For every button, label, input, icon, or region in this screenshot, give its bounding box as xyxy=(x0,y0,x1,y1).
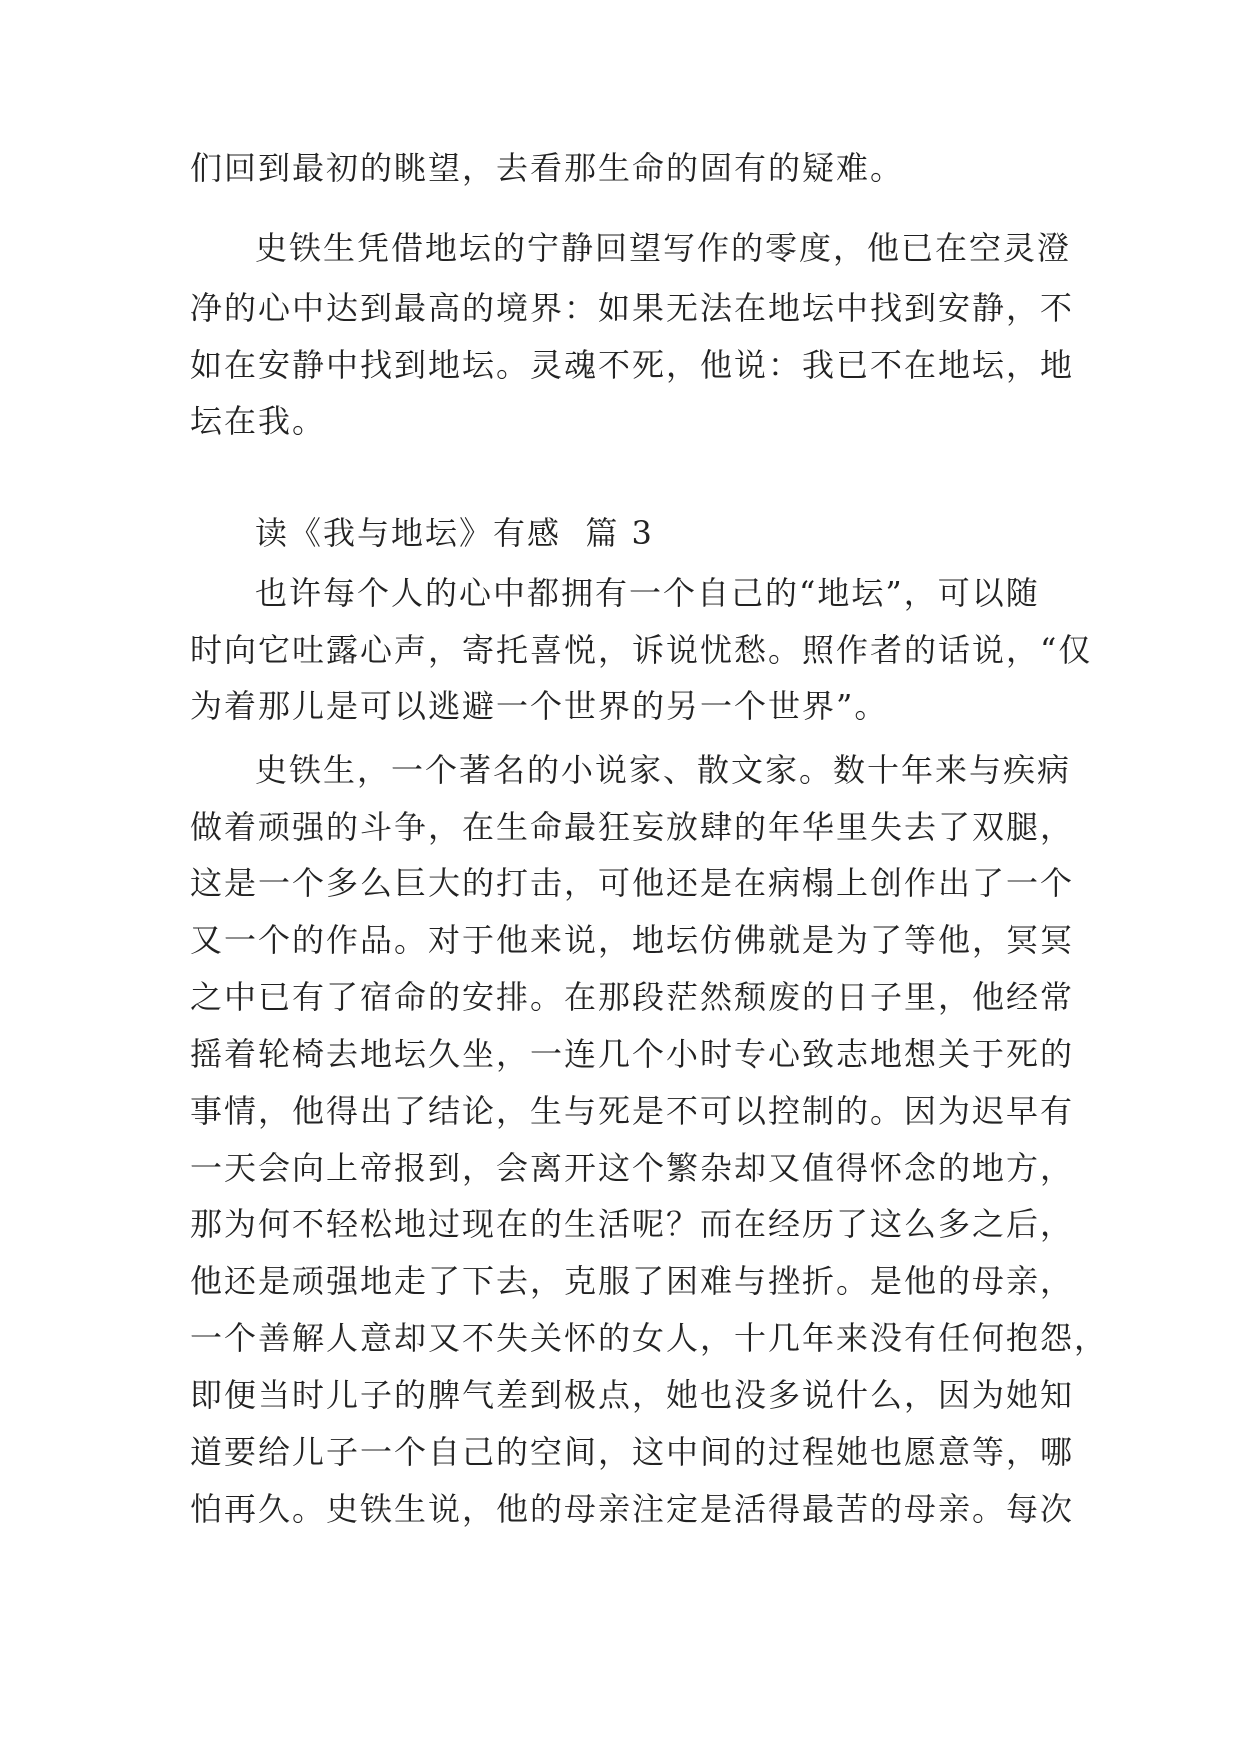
paragraph-line: 为着那儿是可以逃避一个世界的另一个世界”。 xyxy=(190,687,889,725)
paragraph-line: 也许每个人的心中都拥有一个自己的“地坛”，可以随 xyxy=(255,574,1040,612)
paragraph-line: 这是一个多么巨大的打击，可他还是在病榻上创作出了一个 xyxy=(190,864,1075,902)
paragraph-line: 道要给儿子一个自己的空间，这中间的过程她也愿意等，哪 xyxy=(190,1433,1075,1471)
paragraph-line: 又一个的作品。对于他来说，地坛仿佛就是为了等他，冥冥 xyxy=(190,921,1075,959)
paragraph-line: 们回到最初的眺望，去看那生命的固有的疑难。 xyxy=(190,149,905,187)
paragraph-line: 之中已有了宿命的安排。在那段茫然颓废的日子里，他经常 xyxy=(190,978,1075,1016)
paragraph-line: 他还是顽强地走了下去，克服了困难与挫折。是他的母亲， xyxy=(190,1262,1075,1300)
paragraph-line: 那为何不轻松地过现在的生活呢？而在经历了这么多之后， xyxy=(190,1205,1075,1243)
section-heading: 读《我与地坛》有感 篇 3 xyxy=(255,514,654,552)
paragraph-line: 时向它吐露心声，寄托喜悦，诉说忧愁。照作者的话说，“仅 xyxy=(190,631,1093,669)
paragraph-line: 一个善解人意却又不失关怀的女人，十几年来没有任何抱怨， xyxy=(190,1319,1109,1357)
paragraph-line: 史铁生，一个著名的小说家、散文家。数十年来与疾病 xyxy=(255,751,1072,789)
paragraph-line: 史铁生凭借地坛的宁静回望写作的零度，他已在空灵澄 xyxy=(255,229,1072,267)
paragraph-line: 事情，他得出了结论，生与死是不可以控制的。因为迟早有 xyxy=(190,1092,1075,1130)
paragraph-line: 做着顽强的斗争，在生命最狂妄放肆的年华里失去了双腿， xyxy=(190,808,1075,846)
paragraph-line: 即便当时儿子的脾气差到极点，她也没多说什么，因为她知 xyxy=(190,1376,1075,1414)
paragraph-line: 摇着轮椅去地坛久坐，一连几个小时专心致志地想关于死的 xyxy=(190,1035,1075,1073)
paragraph-line: 如在安静中找到地坛。灵魂不死，他说：我已不在地坛，地 xyxy=(190,346,1075,384)
paragraph-line: 一天会向上帝报到，会离开这个繁杂却又值得怀念的地方， xyxy=(190,1149,1075,1187)
paragraph-line: 净的心中达到最高的境界：如果无法在地坛中找到安静，不 xyxy=(190,289,1075,327)
paragraph-line: 坛在我。 xyxy=(190,402,327,440)
paragraph-line: 怕再久。史铁生说，他的母亲注定是活得最苦的母亲。每次 xyxy=(190,1490,1075,1528)
